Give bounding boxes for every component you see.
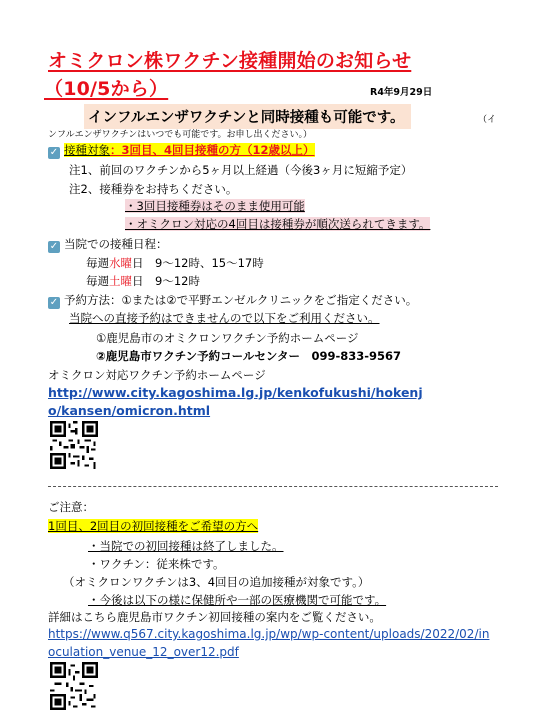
omicron-hp-label: オミクロン対応ワクチン予約ホームページ <box>48 368 266 382</box>
schedule-label: 当院での接種日程： <box>64 237 168 251</box>
section-divider <box>48 486 498 487</box>
note-1: 注1、前回のワクチンから5ヶ月以上経過（今後3ヶ月に短縮予定） <box>69 163 413 177</box>
first-dose-heading: 1回目、2回目の初回接種をご希望の方へ <box>48 519 259 533</box>
first-dose-vaccine: ・ワクチン：従来株です。 <box>88 557 225 571</box>
omicron-url-line2[interactable]: o/kansen/omicron.html <box>48 403 211 418</box>
note-2: 注2、接種券をお持ちください。 <box>69 182 238 196</box>
page-subtitle: （10/5から） <box>44 78 169 100</box>
target-label: 接種対象 <box>64 143 110 157</box>
qr-code-icon[interactable] <box>50 662 98 710</box>
target-row <box>48 142 315 159</box>
reserve-note: 当院への直接予約はできませんので以下をご利用ください。 <box>69 311 380 325</box>
reserve-text: 予約方法：①または②で平野エンゼルクリニックをご指定ください。 <box>64 293 418 307</box>
simultaneous-vaccination-notice: インフルエンザワクチンと同時接種も可能です。 <box>84 104 411 129</box>
omicron-url-line1[interactable]: http://www.city.kagoshima.lg.jp/kenkofukushi/hokenj <box>48 385 423 400</box>
flu-note-prefix: （イ <box>478 115 497 125</box>
reserve-row <box>48 292 417 309</box>
caution-label: ご注意： <box>48 500 94 514</box>
bullet-4th-dose: ・オミクロン対応の4回目は接種券が順次送られてきます。 <box>125 217 431 231</box>
first-dose-future: ・今後は以下の様に保健所や一部の医療機関で可能です。 <box>88 593 387 607</box>
reserve-option-2: ②鹿児島市ワクチン予約コールセンター 099-833-9567 <box>96 349 402 363</box>
qr-code-icon[interactable] <box>50 421 98 469</box>
schedule-wednesday: 毎週水曜日 9～12時、15～17時 <box>86 256 264 270</box>
schedule-label-row <box>48 236 168 253</box>
flu-note: ンフルエンザワクチンはいつでも可能です。お申し出ください。） <box>48 130 312 140</box>
target-text: ：3回目、4回目接種の方（12歳以上） <box>110 143 315 157</box>
schedule-saturday: 毎週土曜日 9～12時 <box>86 274 200 288</box>
bullet-3rd-dose: ・3回目接種券はそのまま使用可能 <box>125 199 305 213</box>
issue-date: R4年9月29日 <box>370 87 433 98</box>
check-box-icon: ✓ <box>49 241 59 252</box>
first-dose-omicron-note: （オミクロンワクチンは3、4回目の追加接種が対象です。） <box>63 575 370 589</box>
page-title: オミクロン株ワクチン接種開始のお知らせ <box>48 50 412 72</box>
check-box-icon: ✓ <box>49 297 59 308</box>
first-dose-url-line2[interactable]: oculation_venue_12_over12.pdf <box>48 645 239 659</box>
check-box-icon: ✓ <box>49 147 59 158</box>
first-dose-url-line1[interactable]: https://www.q567.city.kagoshima.lg.jp/wp/wp-content/uploads/2022/02/in <box>48 627 490 641</box>
first-dose-ended: ・当院での初回接種は終了しました。 <box>88 539 284 553</box>
first-dose-details: 詳細はこちら鹿児島市ワクチン初回接種の案内をご覧ください。 <box>48 610 381 624</box>
reserve-option-1: ①鹿児島市のオミクロンワクチン予約ホームページ <box>96 331 359 345</box>
